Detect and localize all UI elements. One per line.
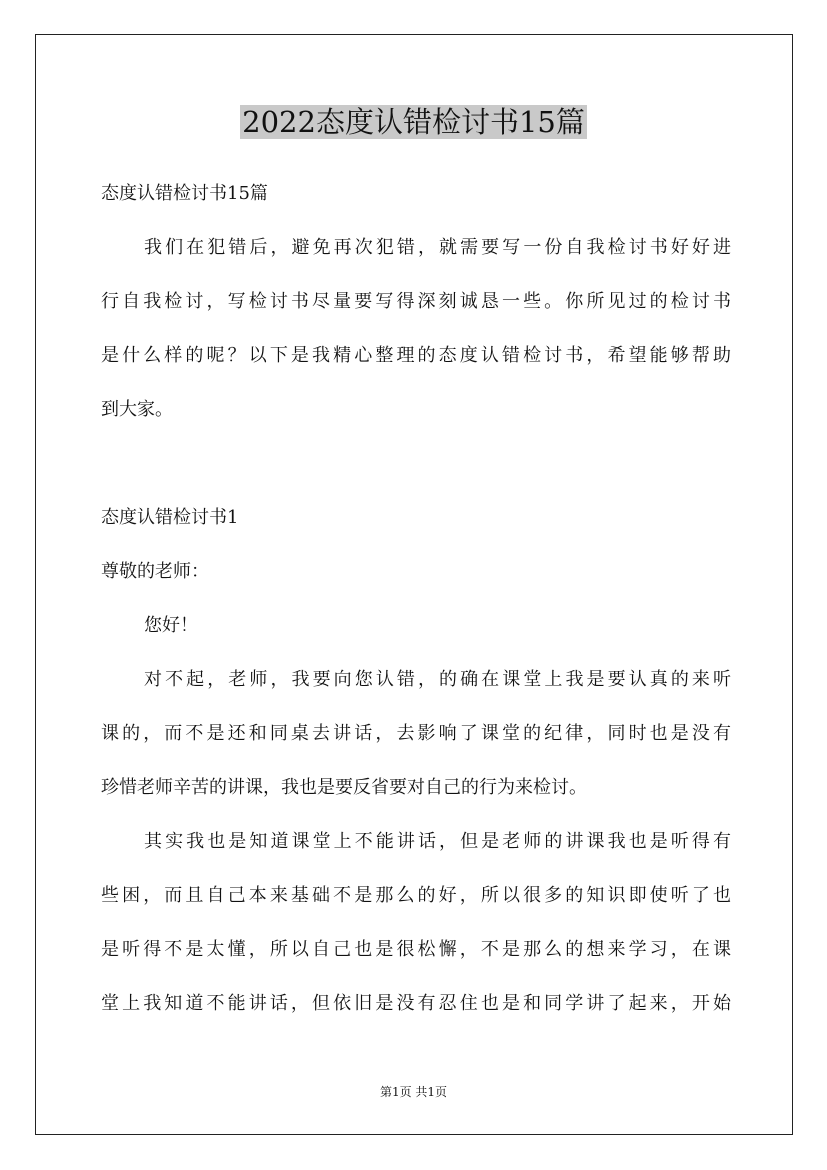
document-title [0,100,827,144]
subtitle-line: 态度认错检讨书15篇 [101,183,268,204]
paragraph-line: 珍惜老师辛苦的讲课，我也是要反省要对自己的行为来检讨。 [101,777,587,798]
page-footer: 第1页 共1页 [379,1085,448,1099]
section-heading: 态度认错检讨书1 [101,507,239,528]
paragraph-line: 行自我检讨，写检讨书尽量要写得深刻诚恳一些。你所见过的检讨书 [101,291,731,312]
paragraph-line: 到大家。 [101,399,173,420]
paragraph-line: 是什么样的呢？以下是我精心整理的态度认错检讨书，希望能够帮助 [101,345,731,366]
salutation-line: 尊敬的老师： [101,561,209,582]
greeting-line: 您好！ [144,615,198,636]
paragraph-line: 课的，而不是还和同桌去讲话，去影响了课堂的纪律，同时也是没有 [101,723,731,744]
paragraph-line: 我们在犯错后，避免再次犯错，就需要写一份自我检讨书好好进 [144,237,731,258]
paragraph-line: 些困，而且自己本来基础不是那么的好，所以很多的知识即使听了也 [101,885,731,906]
document-title-text: 2022态度认错检讨书15篇 [242,105,585,139]
paragraph-line: 堂上我知道不能讲话，但依旧是没有忍住也是和同学讲了起来，开始 [101,993,731,1014]
paragraph-line: 其实我也是知道课堂上不能讲话，但是老师的讲课我也是听得有 [144,831,731,852]
paragraph-line: 是听得不是太懂，所以自己也是很松懈，不是那么的想来学习，在课 [101,939,731,960]
paragraph-line: 对不起，老师，我要向您认错，的确在课堂上我是要认真的来听 [144,669,731,690]
